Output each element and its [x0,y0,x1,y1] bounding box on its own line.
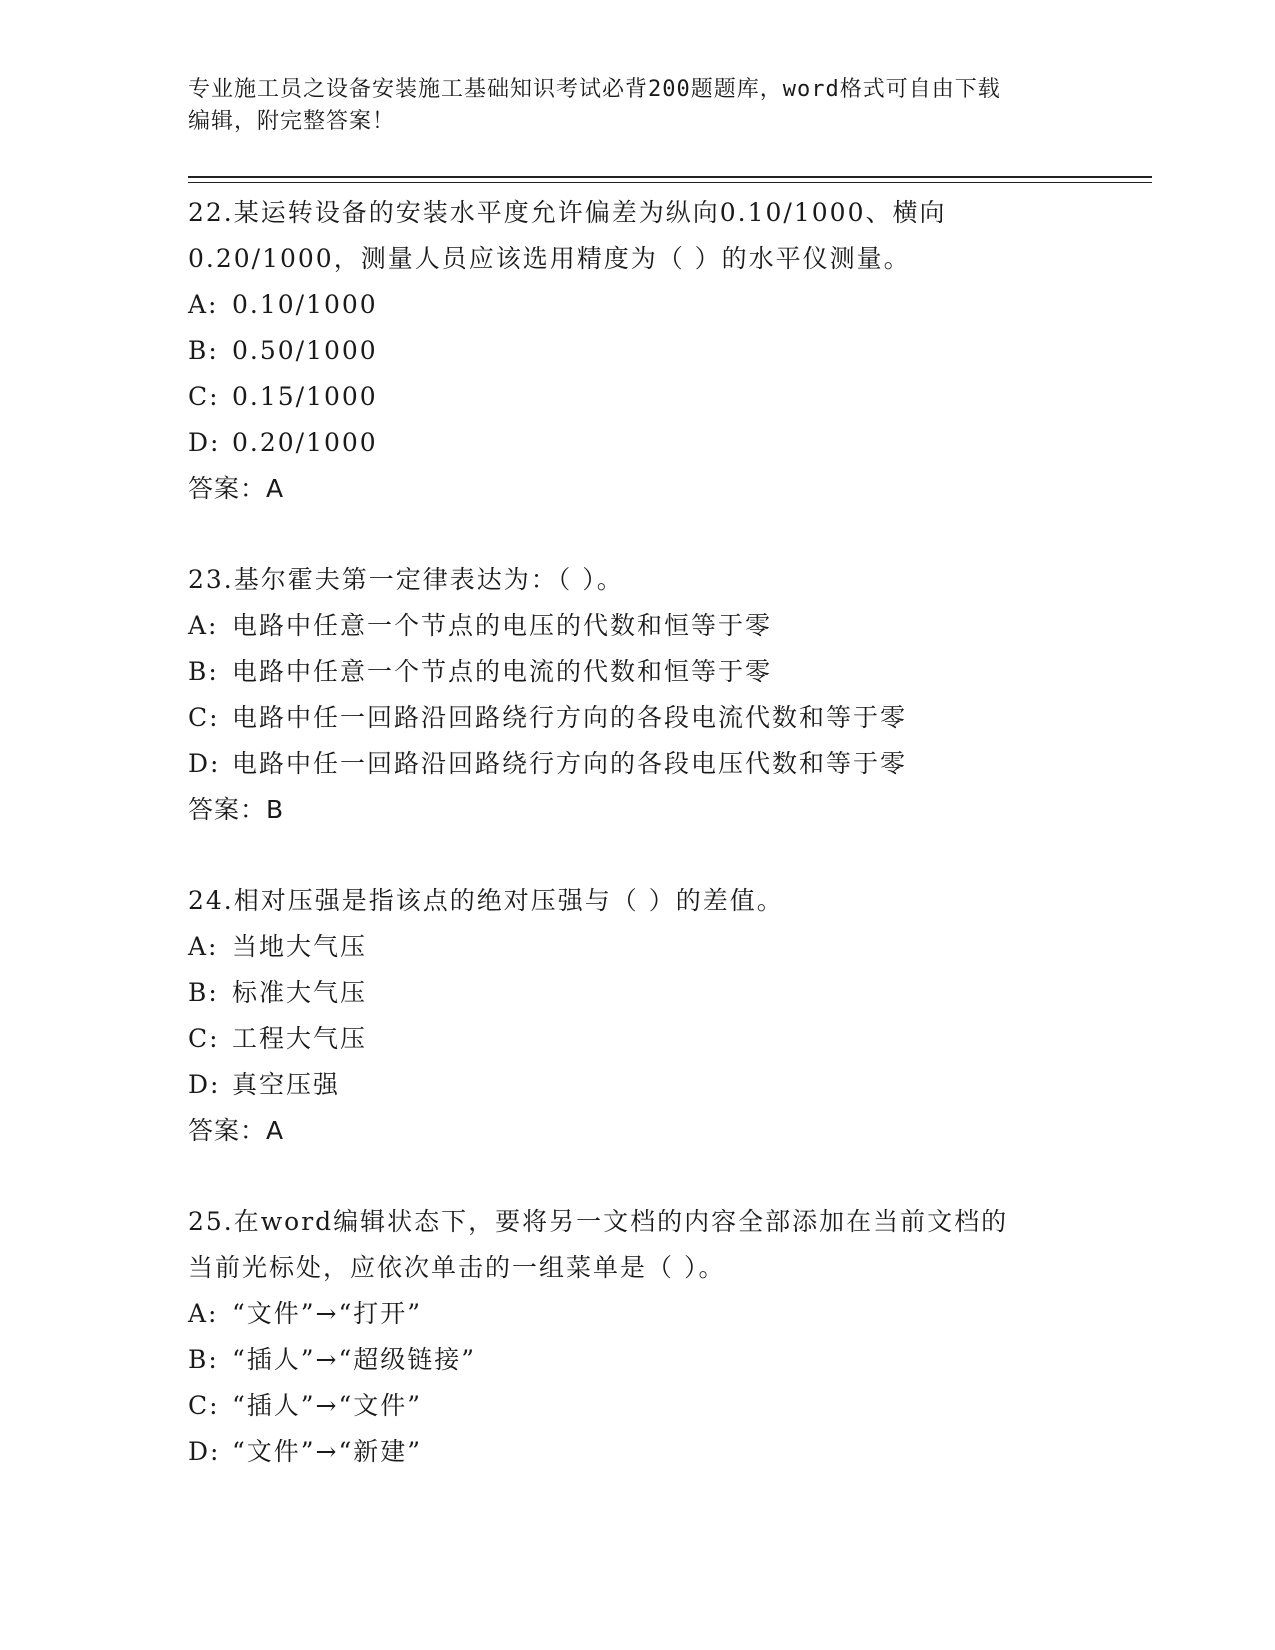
option-text: 0.10/1000 [232,290,378,319]
option-c [188,374,1088,420]
option-text: 0.50/1000 [232,336,378,365]
option-key: A: [188,932,219,961]
answer-line: 答案：A [188,1116,285,1145]
option-text: “文件”→“新建” [232,1437,423,1466]
question-stem: 23.基尔霍夫第一定律表达为：（ ）。 [188,565,624,594]
answer-line: 答案：B [188,795,285,824]
option-text: “文件”→“打开” [232,1299,423,1328]
answer-line: 答案：A [188,474,285,503]
option-a [188,282,1088,328]
question-stem-line: 当前光标处，应依次单击的一组菜单是（ ）。 [188,1253,726,1282]
option-key: D: [188,1437,221,1466]
header-divider-thick [188,176,1152,178]
option-key: B: [188,336,219,365]
option-key: B: [188,1345,219,1374]
option-text: 当地大气压 [232,932,368,961]
option-text: 真空压强 [232,1070,341,1099]
option-text: 电路中任一回路沿回路绕行方向的各段电流代数和等于零 [232,703,908,732]
option-a [188,603,1088,649]
option-key: C: [188,382,220,411]
option-key: D: [188,428,221,457]
option-b [188,970,1088,1016]
option-text: “插人”→“超级链接” [232,1345,477,1374]
option-key: C: [188,703,220,732]
question-stem: 24.相对压强是指该点的绝对压强与（ ）的差值。 [188,886,784,915]
header-divider-thin [188,182,1152,183]
option-b [188,649,1088,695]
question-stem-line: 0.20/1000，测量人员应该选用精度为（ ）的水平仪测量。 [188,244,911,273]
option-key: A: [188,1299,219,1328]
header-line-1: 专业施工员之设备安装施工基础知识考试必背200题题库，word格式可自由下载 [188,77,1001,102]
question-stem-line: 22.某运转设备的安装水平度允许偏差为纵向0.10/1000、横向 [188,198,947,227]
question-24 [188,878,1088,1154]
option-text: 标准大气压 [232,978,368,1007]
option-a [188,1291,1088,1337]
option-b [188,328,1088,374]
question-22 [188,190,1088,512]
option-text: 工程大气压 [232,1024,368,1053]
option-d [188,1062,1088,1108]
question-25 [188,1199,1088,1475]
option-c [188,1016,1088,1062]
option-key: A: [188,611,219,640]
option-key: C: [188,1391,220,1420]
option-b [188,1337,1088,1383]
option-d [188,420,1088,466]
option-c [188,695,1088,741]
option-text: “插人”→“文件” [232,1391,423,1420]
option-c [188,1383,1088,1429]
option-key: C: [188,1024,220,1053]
question-list [188,190,1088,1520]
question-stem-line: 25.在word编辑状态下，要将另一文档的内容全部添加在当前文档的 [188,1207,1009,1236]
option-text: 0.15/1000 [232,382,378,411]
header-line-2: 编辑，附完整答案！ [188,109,396,134]
option-key: A: [188,290,219,319]
question-23 [188,557,1088,833]
option-key: D: [188,1070,221,1099]
document-header [188,74,1088,138]
question-stem [188,190,1088,282]
option-key: D: [188,749,221,778]
option-d [188,741,1088,787]
option-a [188,924,1088,970]
option-text: 电路中任一回路沿回路绕行方向的各段电压代数和等于零 [232,749,908,778]
question-stem [188,1199,1088,1291]
option-key: B: [188,978,219,1007]
option-text: 电路中任意一个节点的电流的代数和恒等于零 [232,657,773,686]
option-d [188,1429,1088,1475]
option-text: 电路中任意一个节点的电压的代数和恒等于零 [232,611,773,640]
option-key: B: [188,657,219,686]
option-text: 0.20/1000 [232,428,378,457]
